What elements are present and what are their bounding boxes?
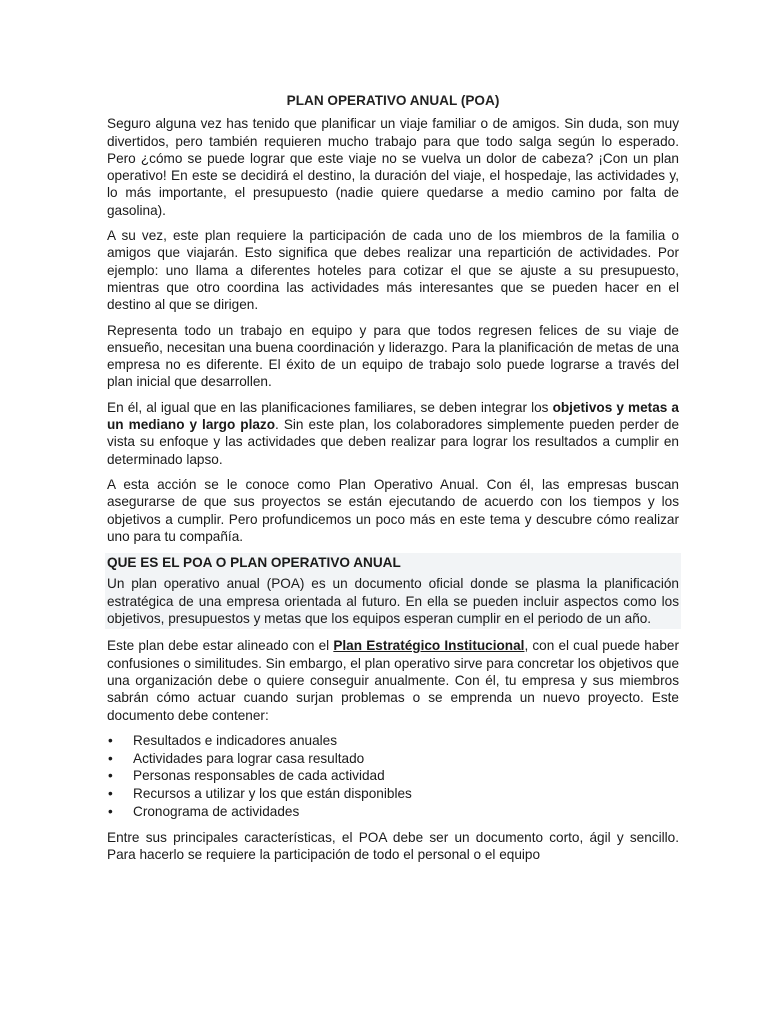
list-item (107, 732, 679, 750)
paragraph-participation: A su vez, este plan requiere la participación de cada uno de los miembros de la familia o amigos que viajarán. Esto significa que debes realizar una repartición de actividades. Por ejemplo: uno llama a diferentes hoteles para cotizar el que se ajuste a su presupuesto, mientras que otro coordina las actividades más interesantes que se pueden hacer en el destino al que se dirigen. (107, 228, 679, 313)
list-item (107, 750, 679, 768)
paragraph-characteristics: Entre sus principales características, el POA debe ser un documento corto, ágil y sencillo. Para hacerlo se requiere la participación de todo el personal o el equipo (107, 829, 679, 863)
bullet-icon: • (108, 750, 113, 766)
bullet-icon: • (108, 732, 113, 748)
list-item-text: Actividades para lograr casa resultado (133, 750, 365, 766)
list-item (107, 803, 679, 821)
list-item-text: Resultados e indicadores anuales (133, 732, 338, 748)
objectives-emphasis: objetivos y metas a un mediano y largo plazo (107, 399, 679, 433)
list-item-text: Recursos a utilizar y los que están disponibles (133, 786, 412, 802)
paragraph-alignment-text-b: , con el cual puede haber confusiones o similitudes. Sin embargo, el plan operativo sirve para concretar los objetivos que una organización debe o quiere conseguir anualmente. Con él, tu empresa y sus miembros sabrán cómo actuar cuando surjan problemas o se emprenda un nuevo proyecto. Este documento debe contener: (107, 638, 679, 723)
list-item-text: Cronograma de actividades (133, 803, 300, 819)
bullet-icon: • (108, 786, 113, 802)
list-item (107, 767, 679, 785)
paragraph-poa-definition: A esta acción se le conoce como Plan Operativo Anual. Con él, las empresas buscan asegurarse de que sus proyectos se están ejecutando de acuerdo con los tiempos y los objetivos a cumplir. Pero profundicemos un poco más en este tema y descubre cómo realizar uno para tu compañía. (107, 476, 679, 544)
paragraph-objectives-text-b: . Sin este plan, los colaboradores simplemente pueden perder de vista su enfoque y las actividades que deben realizar para lograr los resultados a cumplir en determinado lapso. (107, 417, 679, 467)
paragraph-alignment (107, 637, 679, 723)
section-heading: QUE ES EL POA O PLAN OPERATIVO ANUAL (105, 553, 681, 573)
paragraph-teamwork: Representa todo un trabajo en equipo y para que todos regresen felices de su viaje de ensueño, necesitan una buena coordinación y liderazgo. Para la planificación de metas de una empresa no es diferente. El éxito de un equipo de trabajo solo puede lograrse a través del plan inicial que desarrollen. (107, 322, 679, 390)
bullet-icon: • (108, 803, 113, 819)
plan-estrategico-link[interactable]: Plan Estratégico Institucional (333, 638, 525, 654)
paragraph-poa-official: Un plan operativo anual (POA) es un documento oficial donde se plasma la planificación estratégica de una empresa orientada al futuro. En ella se pueden incluir aspectos como los objetivos, presupuestos y metas que los equipos esperan cumplir en el periodo de un año. (105, 573, 681, 629)
list-item (107, 785, 679, 803)
paragraph-objectives (107, 399, 679, 468)
document-page (107, 92, 679, 871)
paragraph-intro: Seguro alguna vez has tenido que planificar un viaje familiar o de amigos. Sin duda, son muy divertidos, pero también requieren mucho trabajo para que todo salga según lo esperado. Pero ¿cómo se puede lograr que este viaje no se vuelva un dolor de cabeza? ¡Con un plan operativo! En este se decidirá el destino, la duración del viaje, el hospedaje, las actividades y, lo más importante, el presupuesto (nadie quiere quedarse a medio camino por falta de gasolina). (107, 116, 679, 218)
paragraph-objectives-text-a: En él, al igual que en las planificaciones familiares, se deben integrar los (107, 399, 553, 415)
list-item-text: Personas responsables de cada actividad (133, 768, 385, 784)
bullet-icon: • (108, 768, 113, 784)
paragraph-alignment-text-a: Este plan debe estar alineado con el (107, 638, 334, 654)
contents-list (107, 732, 679, 821)
document-title: PLAN OPERATIVO ANUAL (POA) (286, 93, 500, 108)
